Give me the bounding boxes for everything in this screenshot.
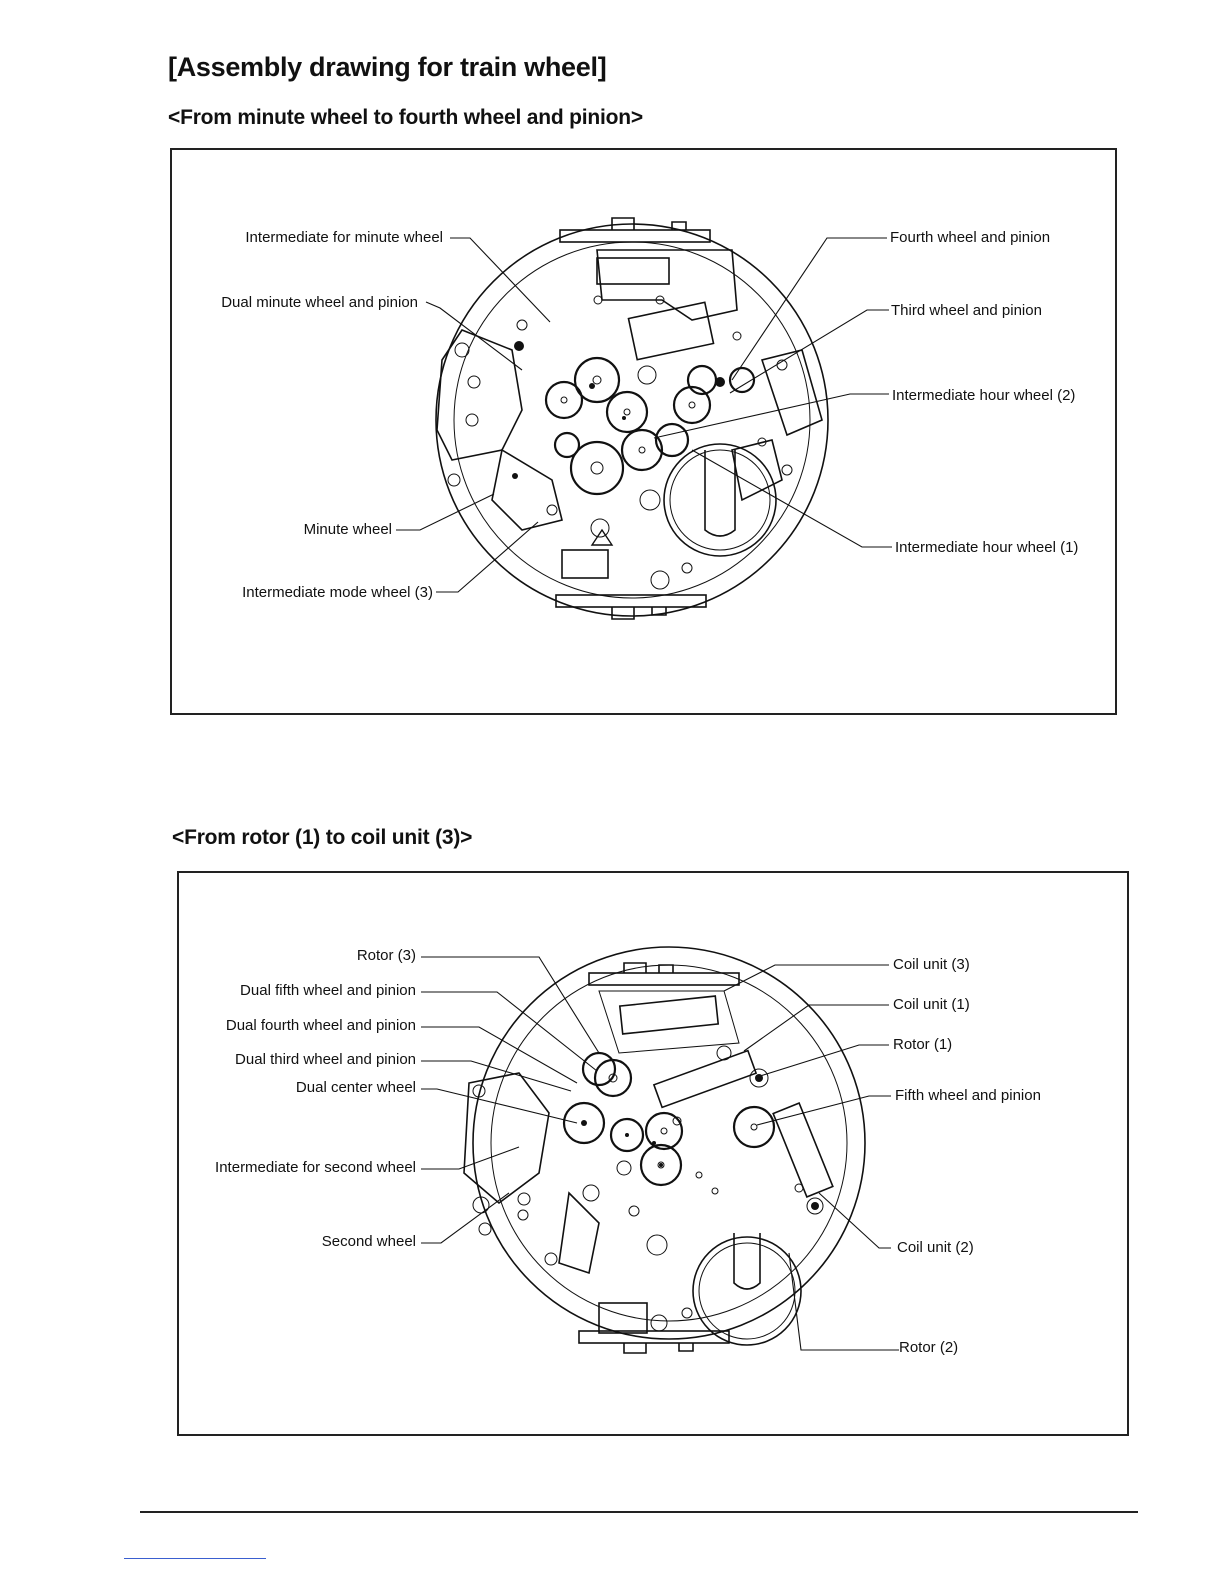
label-intermediate-hour-wheel-2: Intermediate hour wheel (2) [892,387,1076,404]
label-rotor-2: Rotor (2) [899,1339,959,1356]
label-coil-unit-2: Coil unit (2) [897,1239,974,1256]
label-rotor-1: Rotor (1) [893,1036,953,1053]
label-dual-center-wheel: Dual center wheel [295,1079,416,1096]
label-dual-fifth-wheel: Dual fifth wheel and pinion [240,982,416,999]
label-coil-unit-1: Coil unit (1) [893,996,970,1013]
label-third-wheel: Third wheel and pinion [891,302,1042,319]
label-minute-wheel: Minute wheel [303,521,392,538]
section-title-rotor-coil: <From rotor (1) to coil unit (3)> [172,826,473,849]
label-dual-third-wheel: Dual third wheel and pinion [235,1051,416,1068]
label-second-wheel: Second wheel [321,1233,416,1250]
page-title: [Assembly drawing for train wheel] [168,52,607,82]
footer-divider [140,1511,1138,1513]
movement-drawing-2 [179,873,1127,1434]
diagram-panel-rotor-coil [177,871,1129,1436]
diagram-panel-train-wheel [170,148,1117,715]
label-intermediate-second-wheel: Intermediate for second wheel [215,1159,416,1176]
label-rotor-3: Rotor (3) [356,947,416,964]
label-fourth-wheel: Fourth wheel and pinion [890,229,1051,246]
label-dual-fourth-wheel: Dual fourth wheel and pinion [225,1017,416,1034]
section-title-train-wheel: <From minute wheel to fourth wheel and pinion> [168,106,643,129]
label-fifth-wheel: Fifth wheel and pinion [895,1087,1041,1104]
label-coil-unit-3: Coil unit (3) [893,956,970,973]
label-intermediate-minute-wheel: Intermediate for minute wheel [245,229,443,246]
label-dual-minute-wheel: Dual minute wheel and pinion [221,294,418,311]
footer-link-underline [124,1558,266,1559]
label-intermediate-mode-wheel: Intermediate mode wheel (3) [242,584,433,601]
label-intermediate-hour-wheel-1: Intermediate hour wheel (1) [895,539,1079,556]
